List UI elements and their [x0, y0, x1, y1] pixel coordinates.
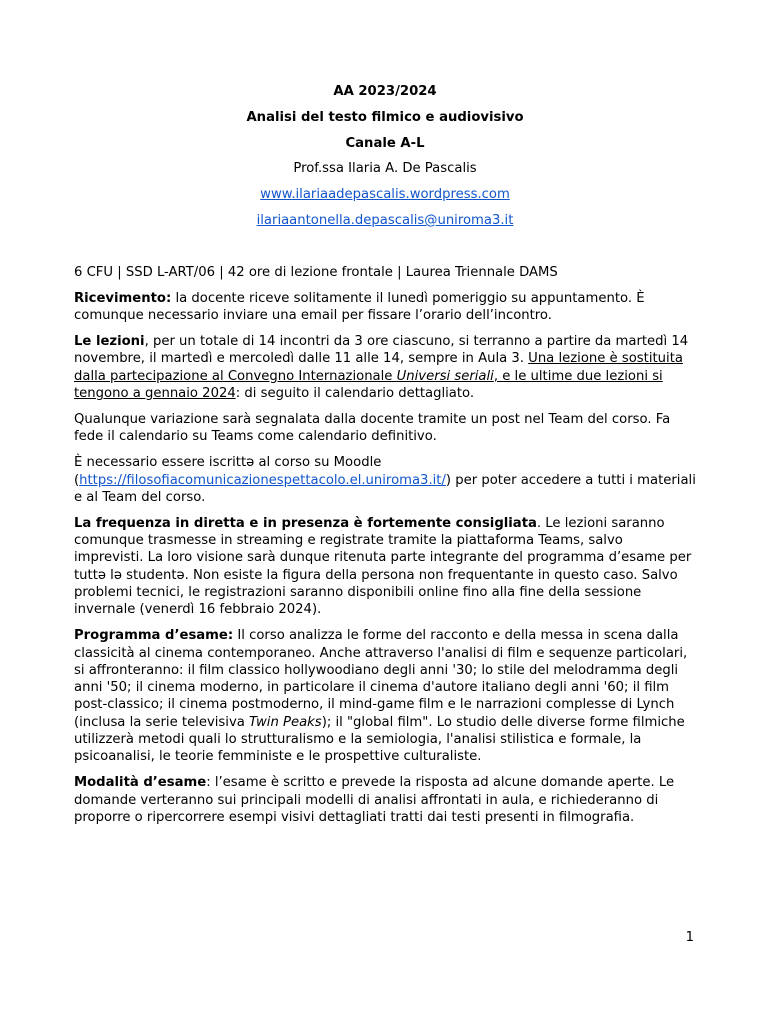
ricevimento-paragraph — [74, 290, 696, 325]
document-page — [74, 83, 696, 835]
moodle-text-2: ) per poter accedere a tutti i materiali e al Team del corso. — [74, 472, 696, 505]
professor-name: Prof.ssa Ilaria A. De Pascalis — [293, 161, 477, 177]
modalita-text: : l’esame è scritto e prevede la risposta ad alcune domande aperte. Le domande verteranno sui principali modelli di analisi affrontati in aula, e richiederanno di proporre o ripercorrere esempi visivi dettagliati tratti dai testi presenti in filmografia. — [74, 775, 675, 825]
programma-text-2: ); il "global film". Lo studio delle diverse forme filmiche utilizzerà metodi quali lo strutturalismo e la semiologia, l'analisi stilistica e formale, la psicoanalisi, le teorie femministe e le prospettive culturaliste. — [74, 714, 685, 765]
lezioni-underlined-1: Una lezione è sostituita dalla partecipazione al Convegno Internazionale — [74, 351, 683, 384]
moodle-text-1: È necessario essere iscrittə al corso su Moodle ( — [74, 455, 382, 488]
course-channel: Canale A-L — [345, 135, 425, 151]
spacer — [74, 238, 696, 264]
frequenza-text: . Le lezioni saranno comunque trasmesse in streaming e registrate tramite la piattaforma Teams, salvo imprevisti. La loro visione sarà dunque ritenuta parte integrante del programma d’esame per tuttə lə studentə. Non esiste la figura della persona non frequentante in questo caso. Salvo problemi tecnici, le registrazioni saranno disponibili online fino alla fine della sessione invernale (venerdì 16 febbraio 2024). — [74, 515, 692, 618]
page-number: 1 — [685, 930, 694, 945]
modalita-label: Modalità d’esame — [74, 775, 207, 791]
website-link[interactable]: www.ilariaadepascalis.wordpress.com — [260, 187, 510, 203]
lezioni-underlined-italic: Universi seriali — [396, 368, 494, 384]
ricevimento-label: Ricevimento: — [74, 290, 172, 306]
programma-paragraph — [74, 627, 696, 765]
lezioni-text-1: , per un totale di 14 incontri da 3 ore ciascuno, si terranno a partire da martedì 14 novembre, il martedì e mercoledì dalle 11 alle 14, sempre in Aula 3. — [74, 334, 689, 367]
course-info-line: 6 CFU | SSD L-ART/06 | 42 ore di lezione frontale | Laurea Triennale DAMS — [74, 264, 558, 280]
modalita-paragraph — [74, 774, 696, 826]
programma-text-1: Il corso analizza le forme del racconto e della messa in scena dalla classicità al cinema contemporaneo. Anche attraverso l'analisi di film e sequenze particolari, si affronteranno: il film classico hollywoodiano degli anni '30; lo stile del melodramma degli anni '50; il cinema moderno, in particolare il cinema d'autore italiano degli anni '60; il film post-classico; il cinema postmoderno, il mind-game film e le narrazioni complesse di Lynch (inclusa la serie televisiva — [74, 628, 688, 730]
moodle-paragraph — [74, 454, 696, 506]
frequenza-label: La frequenza in diretta e in presenza è fortemente consigliata — [74, 515, 537, 531]
lezioni-label: Le lezioni — [74, 334, 145, 350]
email-link[interactable]: ilariaantonella.depascalis@uniroma3.it — [256, 212, 514, 228]
course-title: Analisi del testo filmico e audiovisivo — [246, 109, 524, 125]
programma-label: Programma d’esame: — [74, 628, 234, 644]
moodle-link[interactable]: https://filosofiacomunicazionespettacolo.el.uniroma3.it/ — [79, 472, 446, 488]
variazioni-paragraph: Qualunque variazione sarà segnalata dalla docente tramite un post nel Team del corso. Fa fede il calendario su Teams come calendario definitivo. — [74, 411, 671, 445]
frequenza-paragraph — [74, 515, 696, 619]
programma-italic-title: Twin Peaks — [249, 714, 322, 730]
lezioni-underlined-2: , e le ultime due lezioni si tengono a gennaio 2024 — [74, 368, 663, 401]
lezioni-paragraph — [74, 333, 696, 402]
lezioni-text-2: : di seguito il calendario dettagliato. — [235, 385, 475, 401]
ricevimento-text: la docente riceve solitamente il lunedì pomeriggio su appuntamento. È comunque necessario inviare una email per fissare l’orario dell’incontro. — [74, 290, 645, 324]
academic-year: AA 2023/2024 — [333, 84, 437, 99]
